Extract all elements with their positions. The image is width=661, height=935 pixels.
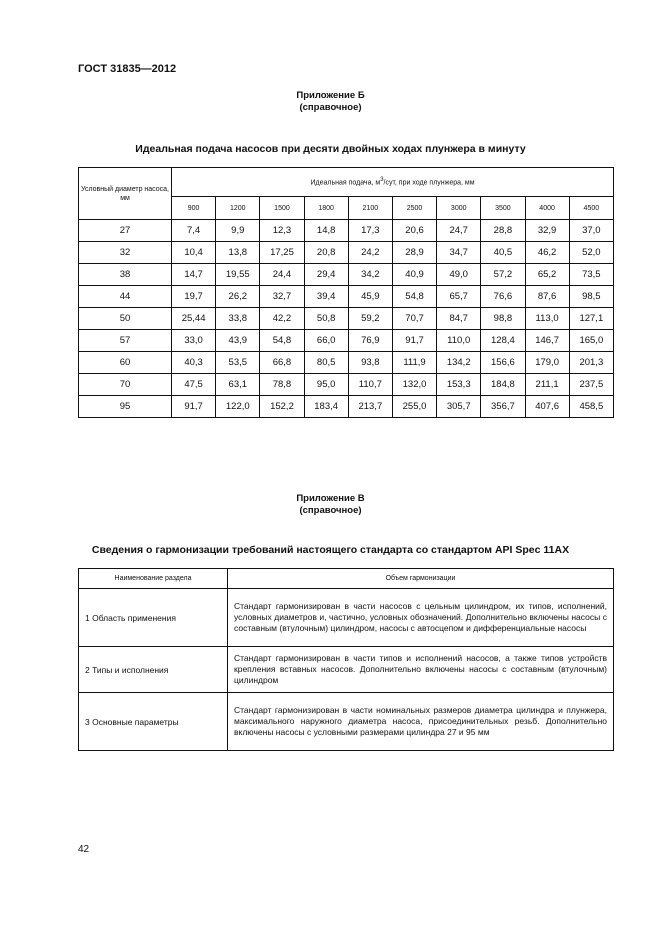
supply-column-header: Идеальная подача, $м^3$/сут, при ходе плунжера, мм <box>172 168 614 197</box>
annex-c-heading <box>0 493 661 517</box>
table-row <box>79 308 614 330</box>
supply-cell: 57,2 <box>481 264 525 286</box>
table-row <box>79 374 614 396</box>
table-row <box>79 264 614 286</box>
supply-cell: 98,8 <box>481 308 525 330</box>
supply-cell: 14,8 <box>304 220 348 242</box>
supply-cell: 165,0 <box>569 330 613 352</box>
supply-cell: 80,5 <box>304 352 348 374</box>
annex-b-heading <box>0 90 661 114</box>
supply-cell: 10,4 <box>172 242 216 264</box>
scope-column-header: Объем гармонизации <box>228 569 614 589</box>
supply-cell: 134,2 <box>437 352 481 374</box>
supply-cell: 17,3 <box>348 220 392 242</box>
supply-cell: 20,6 <box>392 220 436 242</box>
table-row <box>79 352 614 374</box>
supply-cell: 91,7 <box>392 330 436 352</box>
supply-cell: 76,6 <box>481 286 525 308</box>
supply-cell: 19,7 <box>172 286 216 308</box>
diameter-cell: 50 <box>79 308 172 330</box>
supply-cell: 76,9 <box>348 330 392 352</box>
supply-cell: 26,2 <box>216 286 260 308</box>
supply-cell: 66,0 <box>304 330 348 352</box>
annex-b-title: Приложение Б <box>296 90 365 101</box>
diameter-cell: 38 <box>79 264 172 286</box>
stroke-header: 900 <box>172 197 216 220</box>
supply-cell: 407,6 <box>525 396 569 418</box>
supply-cell: 49,0 <box>437 264 481 286</box>
supply-cell: 153,3 <box>437 374 481 396</box>
supply-cell: 110,7 <box>348 374 392 396</box>
supply-cell: 84,7 <box>437 308 481 330</box>
supply-cell: 95,0 <box>304 374 348 396</box>
stroke-header: 2500 <box>392 197 436 220</box>
supply-cell: 65,2 <box>525 264 569 286</box>
supply-cell: 24,7 <box>437 220 481 242</box>
supply-cell: 70,7 <box>392 308 436 330</box>
supply-cell: 50,8 <box>304 308 348 330</box>
stroke-header: 3000 <box>437 197 481 220</box>
harmonization-table <box>78 568 614 751</box>
section-column-header: Наименование раздела <box>79 569 228 589</box>
supply-cell: 213,7 <box>348 396 392 418</box>
stroke-header: 2100 <box>348 197 392 220</box>
supply-cell: 17,25 <box>260 242 304 264</box>
supply-cell: 211,1 <box>525 374 569 396</box>
supply-cell: 110,0 <box>437 330 481 352</box>
stroke-header: 1800 <box>304 197 348 220</box>
supply-cell: 39,4 <box>304 286 348 308</box>
stroke-header: 1500 <box>260 197 304 220</box>
diameter-cell: 60 <box>79 352 172 374</box>
supply-cell: 128,4 <box>481 330 525 352</box>
supply-cell: 34,2 <box>348 264 392 286</box>
supply-cell: 127,1 <box>569 308 613 330</box>
section-name-cell: 1 Область применения <box>79 589 228 647</box>
supply-cell: 184,8 <box>481 374 525 396</box>
stroke-header: 4500 <box>569 197 613 220</box>
supply-cell: 132,0 <box>392 374 436 396</box>
section-name-cell: 2 Типы и исполнения <box>79 647 228 693</box>
annex-b-subtitle: (справочное) <box>299 102 362 113</box>
supply-cell: 12,3 <box>260 220 304 242</box>
diameter-cell: 32 <box>79 242 172 264</box>
diameter-cell: 95 <box>79 396 172 418</box>
supply-cell: 32,7 <box>260 286 304 308</box>
supply-cell: 40,5 <box>481 242 525 264</box>
stroke-header: 3500 <box>481 197 525 220</box>
supply-cell: 13,8 <box>216 242 260 264</box>
supply-cell: 146,7 <box>525 330 569 352</box>
supply-cell: 52,0 <box>569 242 613 264</box>
supply-cell: 9,9 <box>216 220 260 242</box>
supply-cell: 25,44 <box>172 308 216 330</box>
pump-supply-table <box>78 167 614 418</box>
section-name-cell: 3 Основные параметры <box>79 693 228 751</box>
harmonization-scope-cell: Стандарт гармонизирован в части насосов с цельным цилиндром, их типов, исполнений, условных диаметров и, частично, условных обозначений. Дополнительно включены насосы с составным (втулочным) цилиндром, насосы с автосцепом и дифференциальные насосы <box>228 589 614 647</box>
diameter-cell: 57 <box>79 330 172 352</box>
table-row <box>79 693 614 751</box>
document-id: ГОСТ 31835—2012 <box>78 63 177 75</box>
stroke-header: 1200 <box>216 197 260 220</box>
supply-cell: 93,8 <box>348 352 392 374</box>
annex-c-subtitle: (справочное) <box>299 505 362 516</box>
supply-cell: 152,2 <box>260 396 304 418</box>
supply-cell: 14,7 <box>172 264 216 286</box>
supply-cell: 305,7 <box>437 396 481 418</box>
supply-cell: 54,8 <box>392 286 436 308</box>
annex-b-table-title: Идеальная подача насосов при десяти двойных ходах плунжера в минуту <box>135 143 526 155</box>
supply-cell: 201,3 <box>569 352 613 374</box>
supply-cell: 122,0 <box>216 396 260 418</box>
supply-cell: 45,9 <box>348 286 392 308</box>
diameter-cell: 27 <box>79 220 172 242</box>
diameter-cell: 44 <box>79 286 172 308</box>
harmonization-scope-cell: Стандарт гармонизирован в части номинальных размеров диаметра цилиндра и плунжера, максимального наружного диаметра насоса, присоединительных резьб. Дополнительно включены насосы с условными размерами цилиндра 27 и 95 мм <box>228 693 614 751</box>
supply-cell: 34,7 <box>437 242 481 264</box>
supply-cell: 156,6 <box>481 352 525 374</box>
supply-cell: 33,8 <box>216 308 260 330</box>
supply-cell: 356,7 <box>481 396 525 418</box>
supply-cell: 40,3 <box>172 352 216 374</box>
supply-cell: 33,0 <box>172 330 216 352</box>
supply-cell: 40,9 <box>392 264 436 286</box>
annex-c-title: Приложение В <box>296 493 365 504</box>
supply-cell: 7,4 <box>172 220 216 242</box>
supply-cell: 53,5 <box>216 352 260 374</box>
supply-cell: 28,8 <box>481 220 525 242</box>
table-row <box>79 286 614 308</box>
annex-c-table-title: Сведения о гармонизации требований настоящего стандарта со стандартом API Spec 11AX <box>91 544 570 556</box>
diameter-column-header: Условный диаметр насоса, мм <box>79 168 172 220</box>
supply-cell: 183,4 <box>304 396 348 418</box>
supply-cell: 98,5 <box>569 286 613 308</box>
table-row <box>79 330 614 352</box>
supply-cell: 91,7 <box>172 396 216 418</box>
supply-cell: 179,0 <box>525 352 569 374</box>
supply-cell: 19,55 <box>216 264 260 286</box>
supply-cell: 59,2 <box>348 308 392 330</box>
table-row <box>79 242 614 264</box>
supply-cell: 65,7 <box>437 286 481 308</box>
supply-cell: 29,4 <box>304 264 348 286</box>
table-row <box>79 647 614 693</box>
page-number: 42 <box>78 844 90 855</box>
supply-cell: 54,8 <box>260 330 304 352</box>
stroke-header: 4000 <box>525 197 569 220</box>
supply-cell: 47,5 <box>172 374 216 396</box>
supply-cell: 87,6 <box>525 286 569 308</box>
supply-cell: 37,0 <box>569 220 613 242</box>
supply-cell: 113,0 <box>525 308 569 330</box>
diameter-cell: 70 <box>79 374 172 396</box>
table-row <box>79 589 614 647</box>
supply-cell: 28,9 <box>392 242 436 264</box>
supply-cell: 24,2 <box>348 242 392 264</box>
supply-cell: 32,9 <box>525 220 569 242</box>
supply-cell: 111,9 <box>392 352 436 374</box>
supply-cell: 20,8 <box>304 242 348 264</box>
supply-cell: 63,1 <box>216 374 260 396</box>
supply-cell: 43,9 <box>216 330 260 352</box>
supply-cell: 78,8 <box>260 374 304 396</box>
supply-cell: 24,4 <box>260 264 304 286</box>
supply-cell: 458,5 <box>569 396 613 418</box>
supply-cell: 46,2 <box>525 242 569 264</box>
supply-cell: 237,5 <box>569 374 613 396</box>
supply-cell: 42,2 <box>260 308 304 330</box>
table-row <box>79 396 614 418</box>
supply-cell: 73,5 <box>569 264 613 286</box>
supply-cell: 66,8 <box>260 352 304 374</box>
table-row <box>79 220 614 242</box>
supply-cell: 255,0 <box>392 396 436 418</box>
harmonization-scope-cell: Стандарт гармонизирован в части типов и исполнений насосов, а также типов устройств крепления вставных насосов. Дополнительно включены насосы с составным (втулочным) цилиндром <box>228 647 614 693</box>
